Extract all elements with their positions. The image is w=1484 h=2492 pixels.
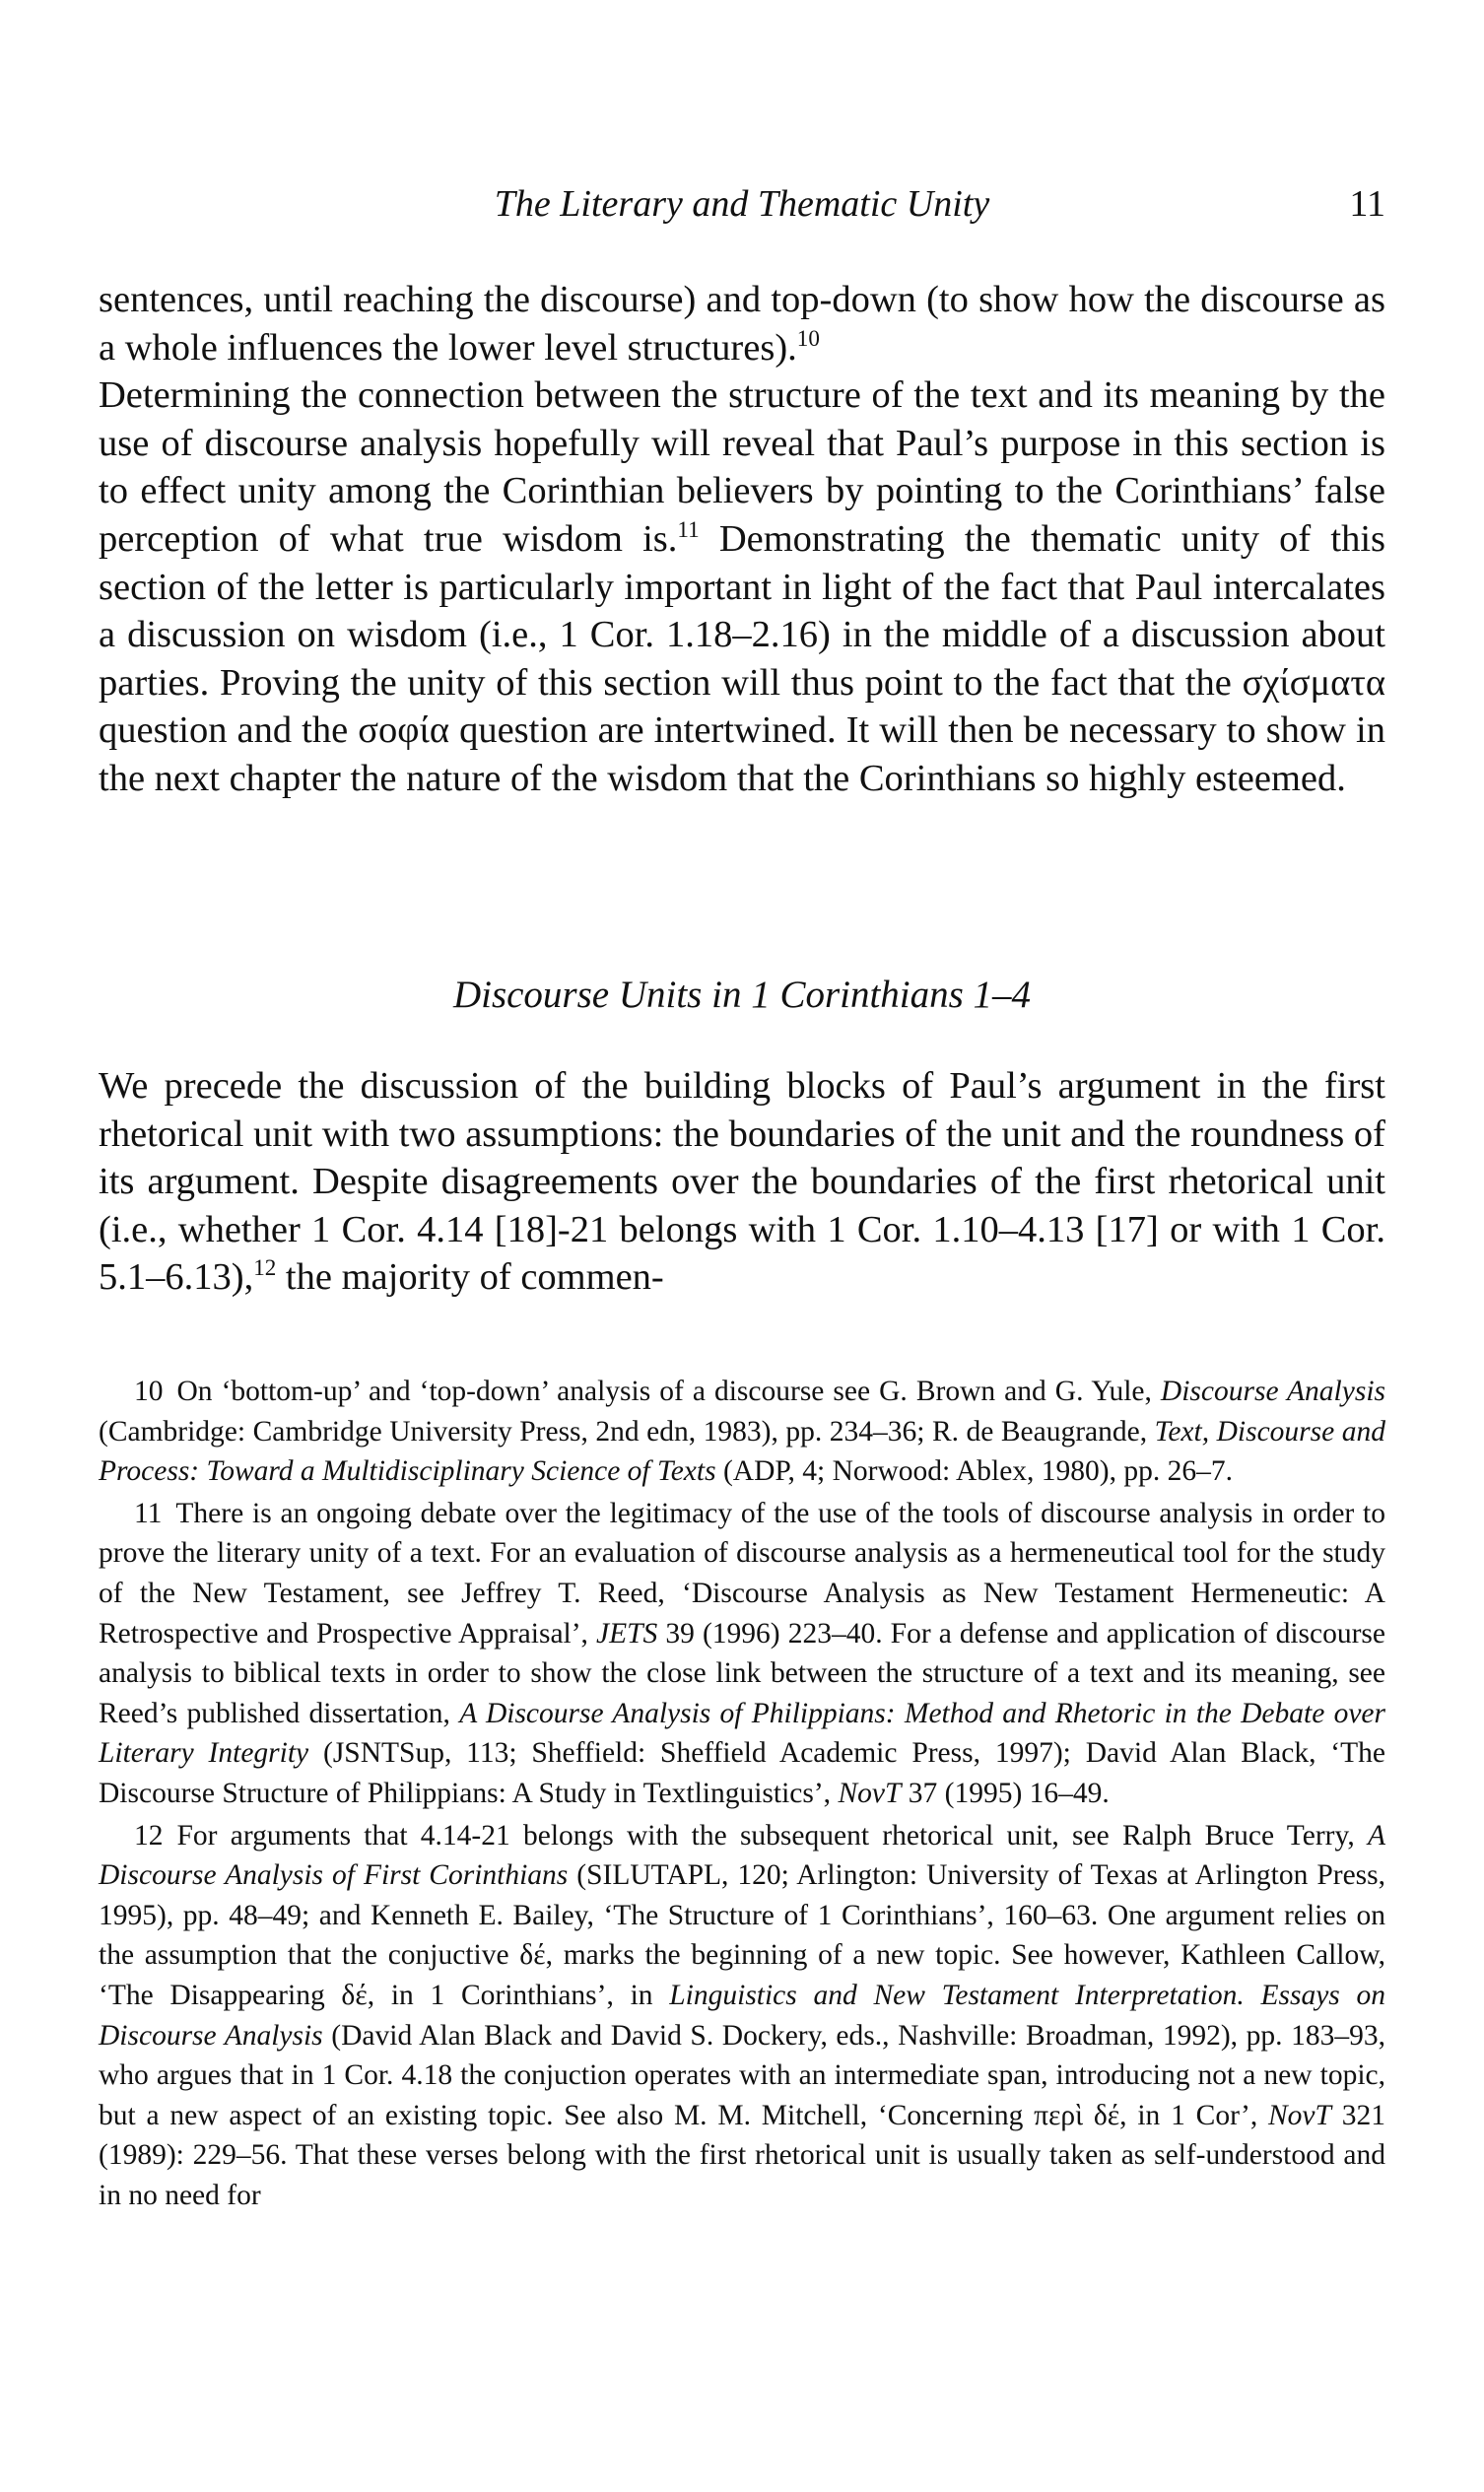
footnote-text: There is an ongoing debate over the legitimacy of the use of the tools of discourse analysis in order to prove the literary unity of a text. For an evaluation of discourse analysis as a hermeneutical tool for the study of the New Testament, see Jeffrey T. Reed, ‘Discourse Analysis as New Testament Hermeneutic: A Retrospective and Prospective Appraisal’, (99, 1497, 1385, 1650)
section-heading: Discourse Units in 1 Corinthians 1–4 (452, 974, 1032, 1016)
footnote-title: Text, Discourse and Process: Toward a Multidisciplinary Science of Texts (99, 1415, 1385, 1488)
footnote-number: 11 (134, 1497, 163, 1529)
footnote-ref[interactable]: 10 (796, 324, 820, 351)
footnote-10 (99, 1372, 1385, 1492)
footnotes (99, 1372, 1385, 2217)
footnote-number: 12 (134, 1819, 164, 1852)
footnote-text: On ‘bottom-up’ and ‘top-down’ analysis of a discourse see G. Brown and G. Yule, (176, 1376, 1161, 1407)
paragraph-text: the majority of commen- (276, 1256, 664, 1299)
footnote-text: 321 (1989): 229–56. That these verses belong with the first rhetorical unit is usually taken as self-understood and in no need for (99, 2099, 1385, 2211)
footnote-12 (99, 1816, 1385, 2216)
main-text (99, 276, 1385, 803)
paragraph-continuation (99, 276, 1385, 371)
footnote-text: (JSNTSup, 113; Sheffield: Sheffield Academic Press, 1997); David Alan Black, ‘The Discourse Structure of Philippians: A Study in Textlinguistics’, (99, 1737, 1385, 1809)
footnote-title: Linguistics and New Testament Interpretation. Essays on Discourse Analysis (99, 1979, 1385, 2052)
footnote-title: A Discourse Analysis of Philippians: Method and Rhetoric in the Debate over Literary Integrity (99, 1697, 1385, 1770)
footnote-11 (99, 1494, 1385, 1814)
running-head (99, 179, 1385, 229)
footnote-number: 10 (134, 1376, 164, 1407)
paragraph-text: Determining the connection between the structure of the text and its meaning by the use of discourse analysis hopefully will reveal that Paul’s purpose in this section is to effect unity among the Corinthian believers by pointing to the Corinthians’ false perception of what true wisdom is. (99, 374, 1385, 560)
footnote-text: (ADP, 4; Norwood: Ablex, 1980), pp. 26–7. (715, 1455, 1233, 1488)
footnote-ref[interactable]: 12 (253, 1254, 277, 1281)
paragraph-text: Demonstrating the thematic unity of this section of the letter is particularly important in light of the fact that Paul intercalates a discussion on wisdom (i.e., 1 Cor. 1.18–2.16) in the middle of a discussion about parties. Proving the unity of this section will thus point to the fact that the σχίσματα question and the σοφία question are intertwined. It will then be necessary to show in the next chapter the nature of the wisdom that the Corinthians so highly esteemed. (99, 517, 1386, 799)
section-text (99, 1062, 1385, 1302)
footnote-text: (SILUTAPL, 120; Arlington: University of Texas at Arlington Press, 1995), pp. 48–49; and Kenneth E. Bailey, ‘The Structure of 1 Corinthians’, 160–63. One argument relies on the assumption that the conjuctive δέ, marks the beginning of a new topic. See however, Kathleen Callow, ‘The Disappearing δέ, in 1 Corinthians’, in (99, 1859, 1385, 2011)
footnote-title: Discourse Analysis (1160, 1376, 1385, 1407)
footnote-title: JETS (596, 1617, 658, 1650)
footnote-text: (David Alan Black and David S. Dockery, eds., Nashville: Broadman, 1992), pp. 183–93, who argues that in 1 Cor. 4.18 the conjuction operates with an intermediate span, introducing not a new topic, but a new aspect of an existing topic. See also M. M. Mitchell, ‘Concerning περὶ δέ, in 1 Cor’, (99, 2019, 1385, 2131)
footnote-ref[interactable]: 11 (677, 516, 700, 543)
footnote-text: (Cambridge: Cambridge University Press, 2nd edn, 1983), pp. 234–36; R. de Beaugrande, (99, 1415, 1155, 1448)
running-title: The Literary and Thematic Unity (494, 183, 990, 225)
paragraph-text: sentences, until reaching the discourse) and top-down (to show how the discourse as a whole influences the lower level structures). (99, 279, 1385, 369)
page-number: 11 (1349, 183, 1385, 225)
paragraph (99, 1062, 1385, 1302)
footnote-text: For arguments that 4.14-21 belongs with the subsequent rhetorical unit, see Ralph Bruce Terry, (176, 1819, 1368, 1852)
footnote-title: NovT (838, 1777, 902, 1809)
footnote-text: 37 (1995) 16–49. (901, 1777, 1110, 1809)
footnote-title: A Discourse Analysis of First Corinthians (99, 1819, 1385, 1892)
paragraph (99, 371, 1385, 802)
footnote-title: NovT (1268, 2099, 1331, 2131)
footnote-text: 39 (1996) 223–40. For a defense and application of discourse analysis to biblical texts in order to show the close link between the structure of a text and its meaning, see Reed’s published dissertation, (99, 1617, 1385, 1729)
paragraph-text: We precede the discussion of the building blocks of Paul’s argument in the first rhetorical unit with two assumptions: the boundaries of the unit and the roundness of its argument. Despite disagreements over the boundaries of the first rhetorical unit (i.e., whether 1 Cor. 4.14 [18]-21 belongs with 1 Cor. 1.10–4.13 [17] or with 1 Cor. 5.1–6.13), (99, 1065, 1385, 1299)
